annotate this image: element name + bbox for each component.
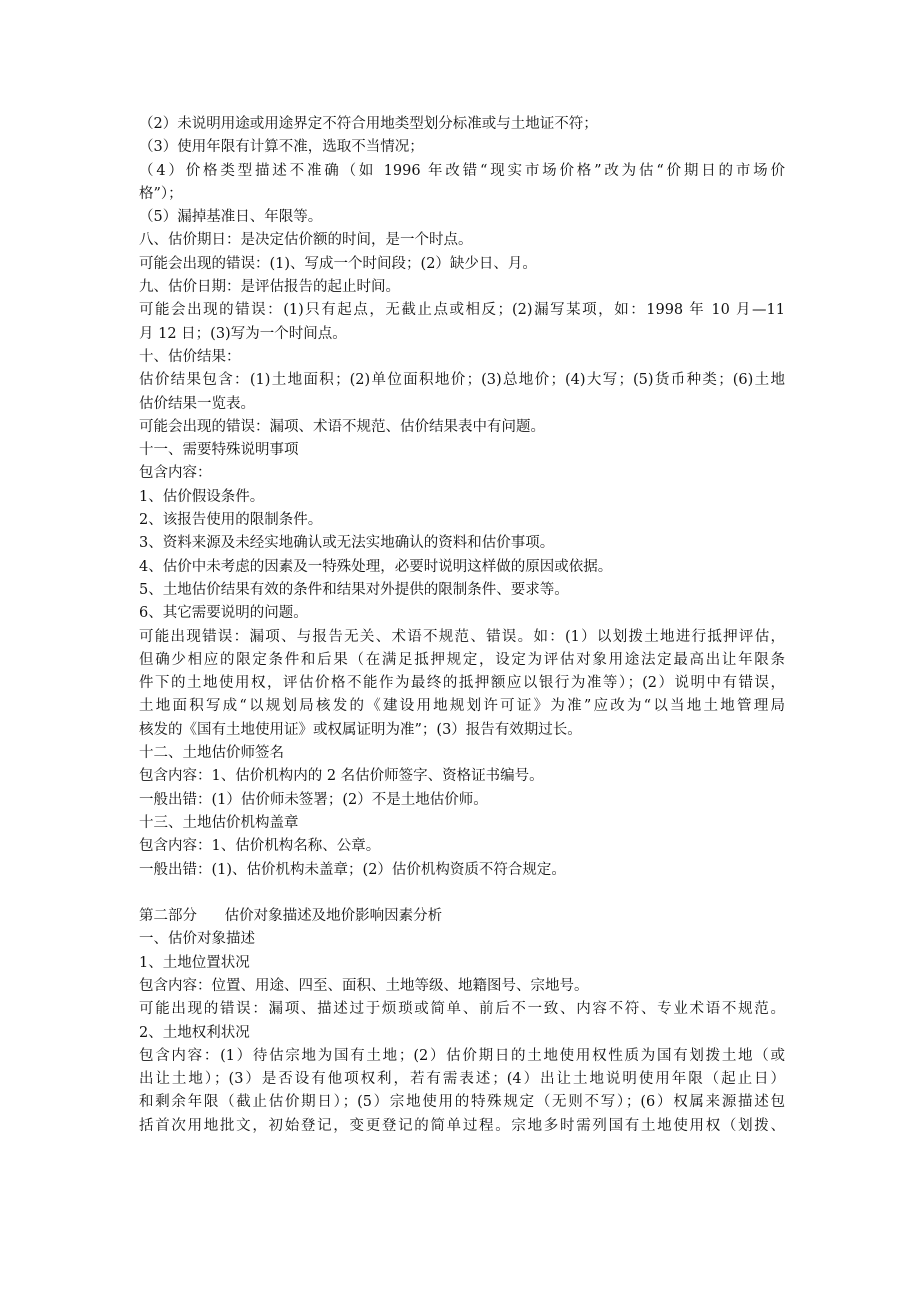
text-line: 一般出错：(1)、估价机构未盖章；(2）估价机构资质不符合规定。 bbox=[139, 861, 566, 878]
subsection-heading: 1、土地位置状况 bbox=[139, 954, 250, 971]
list-item: 1、估价假设条件。 bbox=[139, 488, 265, 505]
text-line: 包含内容：1、估价机构名称、公章。 bbox=[139, 838, 381, 855]
list-item: 4、估价中未考虑的因素及一特殊处理，必要时说明这样做的原因或依据。 bbox=[139, 558, 613, 575]
list-item: 6、其它需要说明的问题。 bbox=[139, 605, 308, 622]
section-heading: 十三、土地估价机构盖章 bbox=[139, 814, 299, 831]
text-line: 件下的土地使用权，评估价格不能作为最终的抵押额应以银行为准等）；(2）说明中有错误， bbox=[139, 675, 785, 692]
text-line: 估价结果一览表。 bbox=[139, 395, 255, 412]
section-heading: 八、估价期日：是决定估价额的时间，是一个时点。 bbox=[139, 232, 473, 249]
text-line: 包含内容：1、估价机构内的 2 名估价师签字、资格证书编号。 bbox=[139, 768, 544, 785]
text-line: （2）未说明用途或用途界定不符合用地类型划分标准或与土地证不符； bbox=[139, 116, 598, 132]
text-line: 括首次用地批文，初始登记，变更登记的简单过程。宗地多时需列国有土地使用权（划拨、 bbox=[139, 1117, 785, 1134]
subsection-heading: 2、土地权利状况 bbox=[139, 1024, 250, 1041]
text-line: 可能会出现的错误：(1)、写成一个时间段；(2）缺少日、月。 bbox=[139, 255, 537, 272]
text-line: 但确少相应的限定条件和后果（在满足抵押规定，设定为评估对象用途法定最高出让年限条 bbox=[139, 651, 785, 668]
text-line: 和剩余年限（截止估价期日）；(5）宗地使用的特殊规定（无则不写）；(6）权属来源描述包 bbox=[139, 1094, 785, 1111]
list-item: 2、该报告使用的限制条件。 bbox=[139, 512, 323, 529]
text-line: 土地面积写成“以规划局核发的《建设用地规划许可证》为准”应改为“以当地土地管理局 bbox=[139, 698, 785, 715]
text-line: 包含内容：位置、用途、四至、面积、土地等级、地籍图号、宗地号。 bbox=[139, 977, 589, 994]
section-heading: 九、估价日期：是评估报告的起止时间。 bbox=[139, 279, 400, 296]
text-line: （5）漏掉基准日、年限等。 bbox=[139, 209, 323, 226]
document-page bbox=[139, 113, 785, 1138]
text-line: 可能出现错误：漏项、与报告无关、术语不规范、错误。如：(1）以划拨土地进行抵押评估， bbox=[139, 628, 785, 645]
list-item: 5、土地估价结果有效的条件和结果对外提供的限制条件、要求等。 bbox=[139, 581, 569, 598]
section-heading: 一、估价对象描述 bbox=[139, 931, 255, 948]
section-heading: 十、估价结果： bbox=[139, 348, 241, 365]
text-line: 可能会出现的错误：漏项、术语不规范、估价结果表中有问题。 bbox=[139, 418, 545, 435]
text-line: 出让土地）；(3）是否设有他项权利，若有需表述；(4）出让土地说明使用年限（起止日） bbox=[139, 1071, 785, 1088]
text-line: 一般出错：(1）估价师未签署；(2）不是土地估价师。 bbox=[139, 791, 488, 808]
text-line: 估价结果包含：(1)土地面积；(2)单位面积地价；(3)总地价；(4)大写；(5)货币种类；(6)土地 bbox=[139, 372, 785, 389]
text-line: （3）使用年限有计算不准，选取不当情况； bbox=[139, 139, 424, 156]
section-heading: 十一、需要特殊说明事项 bbox=[139, 442, 299, 459]
text-line: 核发的《国有土地使用证》或权属证明为准”；(3）报告有效期过长。 bbox=[139, 721, 582, 738]
text-line: （4）价格类型描述不准确（如 1996 年改错“现实市场价格”改为估“价期日的市场价 bbox=[139, 162, 785, 179]
text-line: 包含内容：(1）待估宗地为国有土地；(2）估价期日的土地使用权性质为国有划拨土地（或 bbox=[139, 1047, 785, 1064]
blank-line bbox=[139, 882, 785, 905]
text-line: 可能会出现的错误：(1)只有起点，无截止点或相反；(2)漏写某项，如：1998 年 10 月—11 bbox=[139, 302, 785, 319]
text-line: 包含内容： bbox=[139, 465, 212, 482]
section-heading: 十二、土地估价师签名 bbox=[139, 745, 284, 762]
text-line: 月 12 日；(3)写为一个时间点。 bbox=[139, 325, 347, 342]
part-heading: 第二部分 估价对象描述及地价影响因素分析 bbox=[139, 908, 443, 925]
text-line: 可能出现的错误：漏项、描述过于烦琐或简单、前后不一致、内容不符、专业术语不规范。 bbox=[139, 1001, 785, 1018]
text-line: 格”）； bbox=[139, 185, 183, 202]
list-item: 3、资料来源及未经实地确认或无法实地确认的资料和估价事项。 bbox=[139, 535, 555, 552]
